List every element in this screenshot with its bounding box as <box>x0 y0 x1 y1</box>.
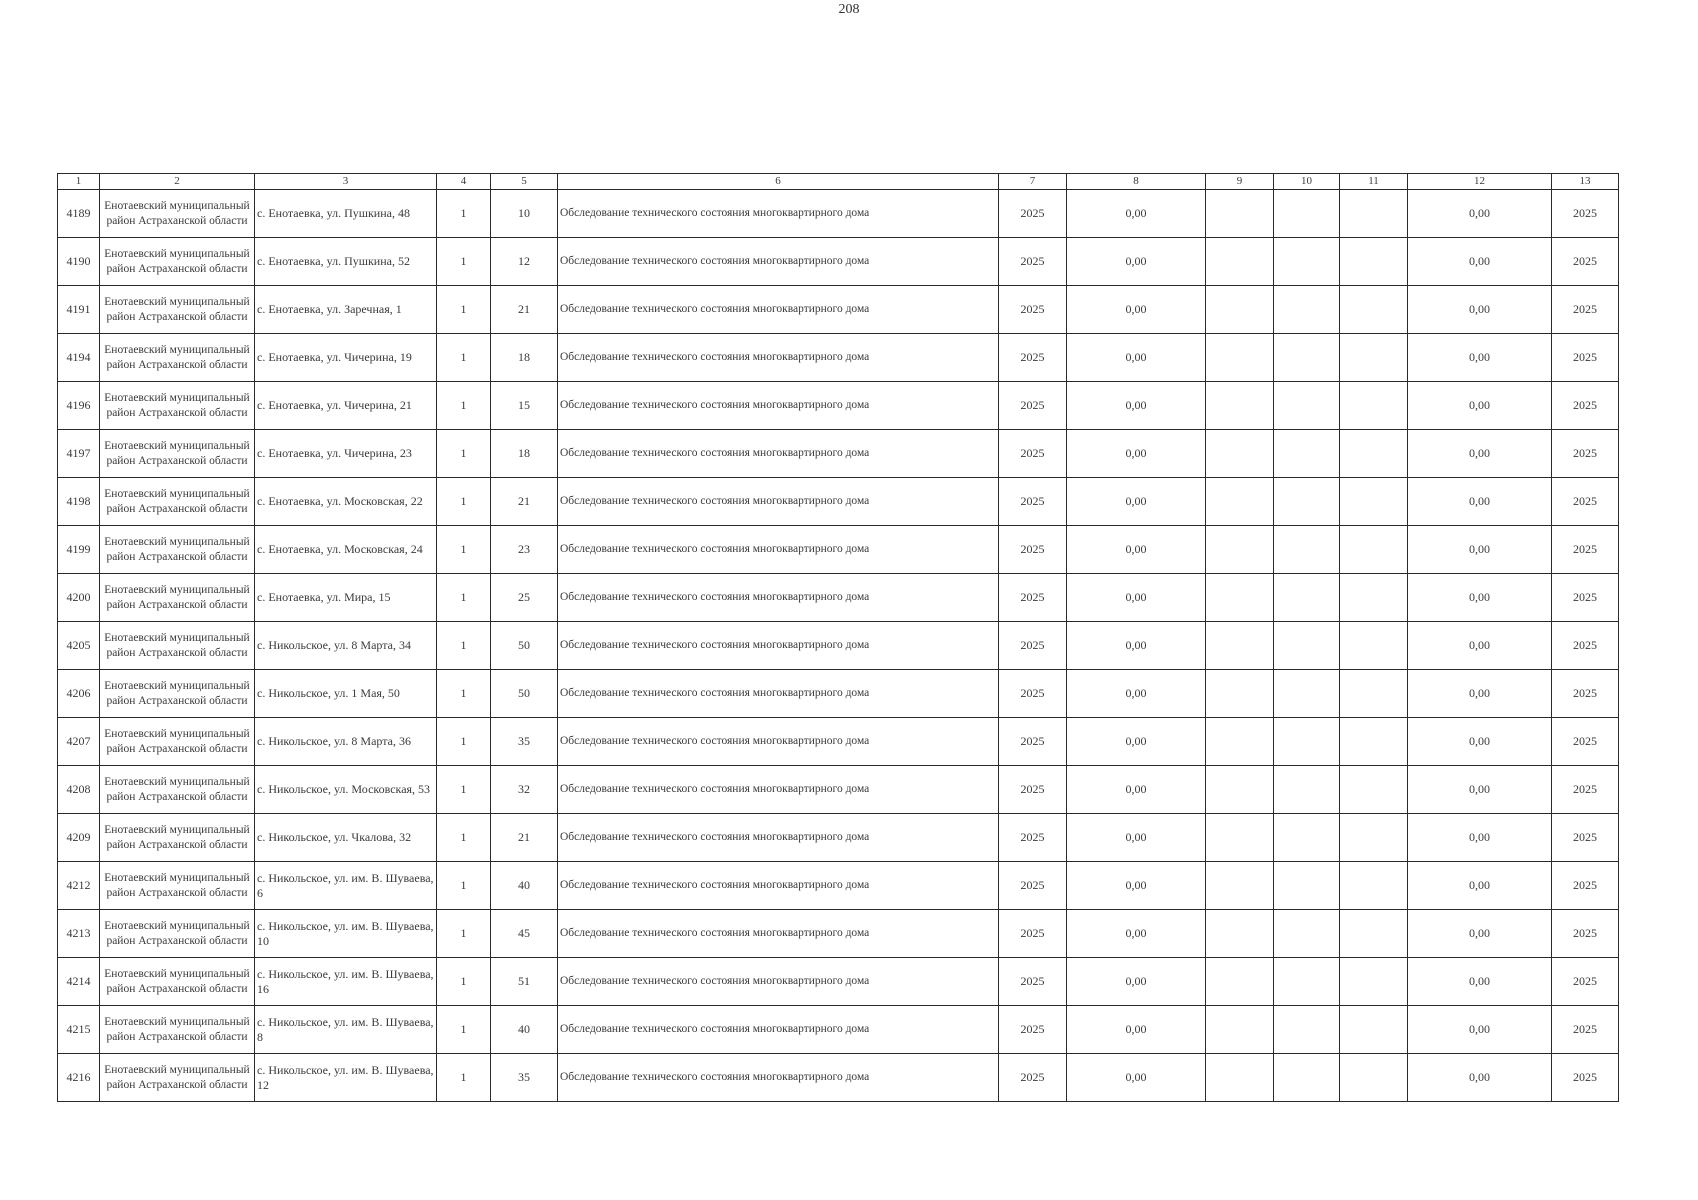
column-9-cell <box>1206 910 1274 958</box>
column-10-cell <box>1274 382 1340 430</box>
table-row <box>58 478 1619 526</box>
column-9-cell <box>1206 238 1274 286</box>
completion-year-cell: 2025 <box>1552 430 1619 478</box>
total-cost-cell: 0,00 <box>1408 670 1552 718</box>
year-cell: 2025 <box>999 190 1067 238</box>
cost-cell: 0,00 <box>1067 814 1206 862</box>
work-type-cell: Обследование технического состояния многоквартирного дома <box>558 1054 999 1102</box>
row-number-cell: 4189 <box>58 190 100 238</box>
row-number-cell: 4212 <box>58 862 100 910</box>
column-11-cell <box>1340 958 1408 1006</box>
column-4-cell: 1 <box>437 238 491 286</box>
column-10-cell <box>1274 622 1340 670</box>
address-cell: с. Никольское, ул. 1 Мая, 50 <box>255 670 437 718</box>
column-4-cell: 1 <box>437 814 491 862</box>
district-cell: Енотаевский муниципальный район Астраханской области <box>100 190 255 238</box>
row-number-cell: 4194 <box>58 334 100 382</box>
cost-cell: 0,00 <box>1067 1006 1206 1054</box>
column-4-cell: 1 <box>437 190 491 238</box>
column-5-cell: 40 <box>491 1006 558 1054</box>
completion-year-cell: 2025 <box>1552 622 1619 670</box>
column-header: 4 <box>437 174 491 190</box>
district-cell: Енотаевский муниципальный район Астраханской области <box>100 958 255 1006</box>
column-4-cell: 1 <box>437 430 491 478</box>
total-cost-cell: 0,00 <box>1408 910 1552 958</box>
completion-year-cell: 2025 <box>1552 526 1619 574</box>
column-10-cell <box>1274 478 1340 526</box>
column-10-cell <box>1274 718 1340 766</box>
column-4-cell: 1 <box>437 958 491 1006</box>
column-10-cell <box>1274 1006 1340 1054</box>
column-11-cell <box>1340 382 1408 430</box>
year-cell: 2025 <box>999 286 1067 334</box>
column-5-cell: 51 <box>491 958 558 1006</box>
column-header: 9 <box>1206 174 1274 190</box>
table-row <box>58 1054 1619 1102</box>
table-row <box>58 334 1619 382</box>
district-cell: Енотаевский муниципальный район Астраханской области <box>100 622 255 670</box>
column-5-cell: 25 <box>491 574 558 622</box>
district-cell: Енотаевский муниципальный район Астраханской области <box>100 334 255 382</box>
column-11-cell <box>1340 814 1408 862</box>
work-type-cell: Обследование технического состояния многоквартирного дома <box>558 1006 999 1054</box>
table-row <box>58 958 1619 1006</box>
district-cell: Енотаевский муниципальный район Астраханской области <box>100 1054 255 1102</box>
row-number-cell: 4197 <box>58 430 100 478</box>
total-cost-cell: 0,00 <box>1408 622 1552 670</box>
address-cell: с. Енотаевка, ул. Заречная, 1 <box>255 286 437 334</box>
table-row <box>58 718 1619 766</box>
work-type-cell: Обследование технического состояния многоквартирного дома <box>558 814 999 862</box>
year-cell: 2025 <box>999 478 1067 526</box>
completion-year-cell: 2025 <box>1552 958 1619 1006</box>
column-11-cell <box>1340 910 1408 958</box>
completion-year-cell: 2025 <box>1552 478 1619 526</box>
total-cost-cell: 0,00 <box>1408 190 1552 238</box>
column-5-cell: 23 <box>491 526 558 574</box>
cost-cell: 0,00 <box>1067 574 1206 622</box>
address-cell: с. Енотаевка, ул. Пушкина, 48 <box>255 190 437 238</box>
completion-year-cell: 2025 <box>1552 286 1619 334</box>
column-number-header-row <box>58 174 1619 190</box>
column-9-cell <box>1206 430 1274 478</box>
address-cell: с. Енотаевка, ул. Мира, 15 <box>255 574 437 622</box>
column-9-cell <box>1206 382 1274 430</box>
district-cell: Енотаевский муниципальный район Астраханской области <box>100 286 255 334</box>
district-cell: Енотаевский муниципальный район Астраханской области <box>100 1006 255 1054</box>
column-header: 6 <box>558 174 999 190</box>
cost-cell: 0,00 <box>1067 766 1206 814</box>
row-number-cell: 4216 <box>58 1054 100 1102</box>
district-cell: Енотаевский муниципальный район Астраханской области <box>100 670 255 718</box>
district-cell: Енотаевский муниципальный район Астраханской области <box>100 574 255 622</box>
completion-year-cell: 2025 <box>1552 718 1619 766</box>
completion-year-cell: 2025 <box>1552 862 1619 910</box>
column-header: 3 <box>255 174 437 190</box>
row-number-cell: 4206 <box>58 670 100 718</box>
district-cell: Енотаевский муниципальный район Астраханской области <box>100 862 255 910</box>
column-11-cell <box>1340 238 1408 286</box>
column-10-cell <box>1274 670 1340 718</box>
column-5-cell: 21 <box>491 814 558 862</box>
column-11-cell <box>1340 622 1408 670</box>
table-row <box>58 670 1619 718</box>
table-row <box>58 526 1619 574</box>
column-10-cell <box>1274 238 1340 286</box>
work-type-cell: Обследование технического состояния многоквартирного дома <box>558 382 999 430</box>
column-11-cell <box>1340 670 1408 718</box>
cost-cell: 0,00 <box>1067 718 1206 766</box>
district-cell: Енотаевский муниципальный район Астраханской области <box>100 478 255 526</box>
year-cell: 2025 <box>999 670 1067 718</box>
table-row <box>58 862 1619 910</box>
year-cell: 2025 <box>999 718 1067 766</box>
district-cell: Енотаевский муниципальный район Астраханской области <box>100 814 255 862</box>
table-row <box>58 382 1619 430</box>
column-9-cell <box>1206 766 1274 814</box>
total-cost-cell: 0,00 <box>1408 478 1552 526</box>
work-type-cell: Обследование технического состояния многоквартирного дома <box>558 334 999 382</box>
district-cell: Енотаевский муниципальный район Астраханской области <box>100 766 255 814</box>
column-9-cell <box>1206 958 1274 1006</box>
year-cell: 2025 <box>999 1054 1067 1102</box>
table-row <box>58 430 1619 478</box>
column-10-cell <box>1274 910 1340 958</box>
column-5-cell: 50 <box>491 670 558 718</box>
column-header: 7 <box>999 174 1067 190</box>
row-number-cell: 4208 <box>58 766 100 814</box>
column-4-cell: 1 <box>437 862 491 910</box>
column-header: 13 <box>1552 174 1619 190</box>
total-cost-cell: 0,00 <box>1408 862 1552 910</box>
year-cell: 2025 <box>999 526 1067 574</box>
column-5-cell: 32 <box>491 766 558 814</box>
completion-year-cell: 2025 <box>1552 910 1619 958</box>
district-cell: Енотаевский муниципальный район Астраханской области <box>100 910 255 958</box>
column-4-cell: 1 <box>437 286 491 334</box>
address-cell: с. Никольское, ул. Московская, 53 <box>255 766 437 814</box>
cost-cell: 0,00 <box>1067 334 1206 382</box>
total-cost-cell: 0,00 <box>1408 430 1552 478</box>
column-10-cell <box>1274 286 1340 334</box>
year-cell: 2025 <box>999 334 1067 382</box>
work-type-cell: Обследование технического состояния многоквартирного дома <box>558 766 999 814</box>
cost-cell: 0,00 <box>1067 526 1206 574</box>
completion-year-cell: 2025 <box>1552 1006 1619 1054</box>
column-10-cell <box>1274 862 1340 910</box>
column-9-cell <box>1206 286 1274 334</box>
total-cost-cell: 0,00 <box>1408 526 1552 574</box>
district-cell: Енотаевский муниципальный район Астраханской области <box>100 382 255 430</box>
work-type-cell: Обследование технического состояния многоквартирного дома <box>558 430 999 478</box>
column-11-cell <box>1340 286 1408 334</box>
column-11-cell <box>1340 718 1408 766</box>
column-9-cell <box>1206 718 1274 766</box>
column-11-cell <box>1340 526 1408 574</box>
column-5-cell: 10 <box>491 190 558 238</box>
work-type-cell: Обследование технического состояния многоквартирного дома <box>558 526 999 574</box>
column-9-cell <box>1206 190 1274 238</box>
column-9-cell <box>1206 1006 1274 1054</box>
cost-cell: 0,00 <box>1067 286 1206 334</box>
column-10-cell <box>1274 430 1340 478</box>
table-row <box>58 766 1619 814</box>
cost-cell: 0,00 <box>1067 238 1206 286</box>
district-cell: Енотаевский муниципальный район Астраханской области <box>100 718 255 766</box>
completion-year-cell: 2025 <box>1552 334 1619 382</box>
column-10-cell <box>1274 526 1340 574</box>
column-11-cell <box>1340 1054 1408 1102</box>
column-4-cell: 1 <box>437 622 491 670</box>
total-cost-cell: 0,00 <box>1408 814 1552 862</box>
cost-cell: 0,00 <box>1067 478 1206 526</box>
total-cost-cell: 0,00 <box>1408 1006 1552 1054</box>
column-4-cell: 1 <box>437 1006 491 1054</box>
work-type-cell: Обследование технического состояния многоквартирного дома <box>558 910 999 958</box>
column-9-cell <box>1206 670 1274 718</box>
completion-year-cell: 2025 <box>1552 814 1619 862</box>
total-cost-cell: 0,00 <box>1408 1054 1552 1102</box>
row-number-cell: 4205 <box>58 622 100 670</box>
cost-cell: 0,00 <box>1067 622 1206 670</box>
row-number-cell: 4200 <box>58 574 100 622</box>
cost-cell: 0,00 <box>1067 1054 1206 1102</box>
column-header: 2 <box>100 174 255 190</box>
completion-year-cell: 2025 <box>1552 670 1619 718</box>
work-type-cell: Обследование технического состояния многоквартирного дома <box>558 862 999 910</box>
column-4-cell: 1 <box>437 334 491 382</box>
address-cell: с. Енотаевка, ул. Чичерина, 21 <box>255 382 437 430</box>
row-number-cell: 4196 <box>58 382 100 430</box>
work-type-cell: Обследование технического состояния многоквартирного дома <box>558 574 999 622</box>
address-cell: с. Никольское, ул. им. В. Шуваева, 6 <box>255 862 437 910</box>
table-row <box>58 190 1619 238</box>
column-11-cell <box>1340 334 1408 382</box>
column-10-cell <box>1274 958 1340 1006</box>
address-cell: с. Енотаевка, ул. Чичерина, 19 <box>255 334 437 382</box>
column-header: 12 <box>1408 174 1552 190</box>
year-cell: 2025 <box>999 430 1067 478</box>
column-5-cell: 21 <box>491 286 558 334</box>
column-10-cell <box>1274 814 1340 862</box>
total-cost-cell: 0,00 <box>1408 574 1552 622</box>
column-5-cell: 18 <box>491 334 558 382</box>
column-9-cell <box>1206 478 1274 526</box>
column-header: 11 <box>1340 174 1408 190</box>
column-11-cell <box>1340 766 1408 814</box>
column-4-cell: 1 <box>437 766 491 814</box>
column-5-cell: 40 <box>491 862 558 910</box>
address-cell: с. Никольское, ул. им. В. Шуваева, 16 <box>255 958 437 1006</box>
address-cell: с. Никольское, ул. 8 Марта, 34 <box>255 622 437 670</box>
work-type-cell: Обследование технического состояния многоквартирного дома <box>558 718 999 766</box>
column-5-cell: 35 <box>491 1054 558 1102</box>
column-4-cell: 1 <box>437 382 491 430</box>
work-type-cell: Обследование технического состояния многоквартирного дома <box>558 190 999 238</box>
address-cell: с. Никольское, ул. Чкалова, 32 <box>255 814 437 862</box>
year-cell: 2025 <box>999 910 1067 958</box>
year-cell: 2025 <box>999 574 1067 622</box>
column-5-cell: 15 <box>491 382 558 430</box>
column-9-cell <box>1206 526 1274 574</box>
column-10-cell <box>1274 574 1340 622</box>
column-header: 8 <box>1067 174 1206 190</box>
district-cell: Енотаевский муниципальный район Астраханской области <box>100 526 255 574</box>
column-header: 5 <box>491 174 558 190</box>
table-row <box>58 1006 1619 1054</box>
year-cell: 2025 <box>999 862 1067 910</box>
table-row <box>58 286 1619 334</box>
work-type-cell: Обследование технического состояния многоквартирного дома <box>558 478 999 526</box>
row-number-cell: 4191 <box>58 286 100 334</box>
address-cell: с. Никольское, ул. 8 Марта, 36 <box>255 718 437 766</box>
total-cost-cell: 0,00 <box>1408 286 1552 334</box>
district-cell: Енотаевский муниципальный район Астраханской области <box>100 238 255 286</box>
total-cost-cell: 0,00 <box>1408 238 1552 286</box>
work-type-cell: Обследование технического состояния многоквартирного дома <box>558 958 999 1006</box>
year-cell: 2025 <box>999 622 1067 670</box>
table-row <box>58 814 1619 862</box>
column-4-cell: 1 <box>437 910 491 958</box>
column-11-cell <box>1340 1006 1408 1054</box>
row-number-cell: 4214 <box>58 958 100 1006</box>
column-4-cell: 1 <box>437 526 491 574</box>
column-4-cell: 1 <box>437 478 491 526</box>
total-cost-cell: 0,00 <box>1408 382 1552 430</box>
column-5-cell: 50 <box>491 622 558 670</box>
completion-year-cell: 2025 <box>1552 1054 1619 1102</box>
address-cell: с. Енотаевка, ул. Московская, 24 <box>255 526 437 574</box>
column-11-cell <box>1340 478 1408 526</box>
row-number-cell: 4198 <box>58 478 100 526</box>
address-cell: с. Енотаевка, ул. Пушкина, 52 <box>255 238 437 286</box>
column-9-cell <box>1206 862 1274 910</box>
column-4-cell: 1 <box>437 718 491 766</box>
column-header: 1 <box>58 174 100 190</box>
completion-year-cell: 2025 <box>1552 766 1619 814</box>
address-cell: с. Никольское, ул. им. В. Шуваева, 8 <box>255 1006 437 1054</box>
total-cost-cell: 0,00 <box>1408 766 1552 814</box>
table-row <box>58 238 1619 286</box>
row-number-cell: 4215 <box>58 1006 100 1054</box>
column-11-cell <box>1340 190 1408 238</box>
address-cell: с. Енотаевка, ул. Чичерина, 23 <box>255 430 437 478</box>
column-9-cell <box>1206 814 1274 862</box>
table-body <box>58 190 1619 1102</box>
work-type-cell: Обследование технического состояния многоквартирного дома <box>558 622 999 670</box>
row-number-cell: 4207 <box>58 718 100 766</box>
cost-cell: 0,00 <box>1067 382 1206 430</box>
table-row <box>58 622 1619 670</box>
address-cell: с. Никольское, ул. им. В. Шуваева, 10 <box>255 910 437 958</box>
column-9-cell <box>1206 334 1274 382</box>
column-9-cell <box>1206 622 1274 670</box>
cost-cell: 0,00 <box>1067 430 1206 478</box>
page-number: 208 <box>838 2 860 17</box>
completion-year-cell: 2025 <box>1552 574 1619 622</box>
column-4-cell: 1 <box>437 670 491 718</box>
column-4-cell: 1 <box>437 1054 491 1102</box>
year-cell: 2025 <box>999 958 1067 1006</box>
cost-cell: 0,00 <box>1067 862 1206 910</box>
work-type-cell: Обследование технического состояния многоквартирного дома <box>558 670 999 718</box>
row-number-cell: 4213 <box>58 910 100 958</box>
row-number-cell: 4190 <box>58 238 100 286</box>
district-cell: Енотаевский муниципальный район Астраханской области <box>100 430 255 478</box>
column-11-cell <box>1340 430 1408 478</box>
table-row <box>58 574 1619 622</box>
work-type-cell: Обследование технического состояния многоквартирного дома <box>558 286 999 334</box>
column-9-cell <box>1206 574 1274 622</box>
year-cell: 2025 <box>999 1006 1067 1054</box>
work-type-cell: Обследование технического состояния многоквартирного дома <box>558 238 999 286</box>
year-cell: 2025 <box>999 382 1067 430</box>
column-10-cell <box>1274 334 1340 382</box>
column-header: 10 <box>1274 174 1340 190</box>
total-cost-cell: 0,00 <box>1408 718 1552 766</box>
table-row <box>58 910 1619 958</box>
completion-year-cell: 2025 <box>1552 238 1619 286</box>
column-10-cell <box>1274 766 1340 814</box>
column-11-cell <box>1340 574 1408 622</box>
column-5-cell: 35 <box>491 718 558 766</box>
column-10-cell <box>1274 190 1340 238</box>
completion-year-cell: 2025 <box>1552 190 1619 238</box>
column-10-cell <box>1274 1054 1340 1102</box>
cost-cell: 0,00 <box>1067 670 1206 718</box>
column-11-cell <box>1340 862 1408 910</box>
address-cell: с. Никольское, ул. им. В. Шуваева, 12 <box>255 1054 437 1102</box>
cost-cell: 0,00 <box>1067 958 1206 1006</box>
column-5-cell: 45 <box>491 910 558 958</box>
year-cell: 2025 <box>999 766 1067 814</box>
column-5-cell: 18 <box>491 430 558 478</box>
total-cost-cell: 0,00 <box>1408 334 1552 382</box>
row-number-cell: 4199 <box>58 526 100 574</box>
cost-cell: 0,00 <box>1067 190 1206 238</box>
year-cell: 2025 <box>999 814 1067 862</box>
total-cost-cell: 0,00 <box>1408 958 1552 1006</box>
cost-cell: 0,00 <box>1067 910 1206 958</box>
column-5-cell: 12 <box>491 238 558 286</box>
column-9-cell <box>1206 1054 1274 1102</box>
completion-year-cell: 2025 <box>1552 382 1619 430</box>
column-4-cell: 1 <box>437 574 491 622</box>
housing-register-table <box>57 173 1619 1102</box>
address-cell: с. Енотаевка, ул. Московская, 22 <box>255 478 437 526</box>
year-cell: 2025 <box>999 238 1067 286</box>
row-number-cell: 4209 <box>58 814 100 862</box>
column-5-cell: 21 <box>491 478 558 526</box>
